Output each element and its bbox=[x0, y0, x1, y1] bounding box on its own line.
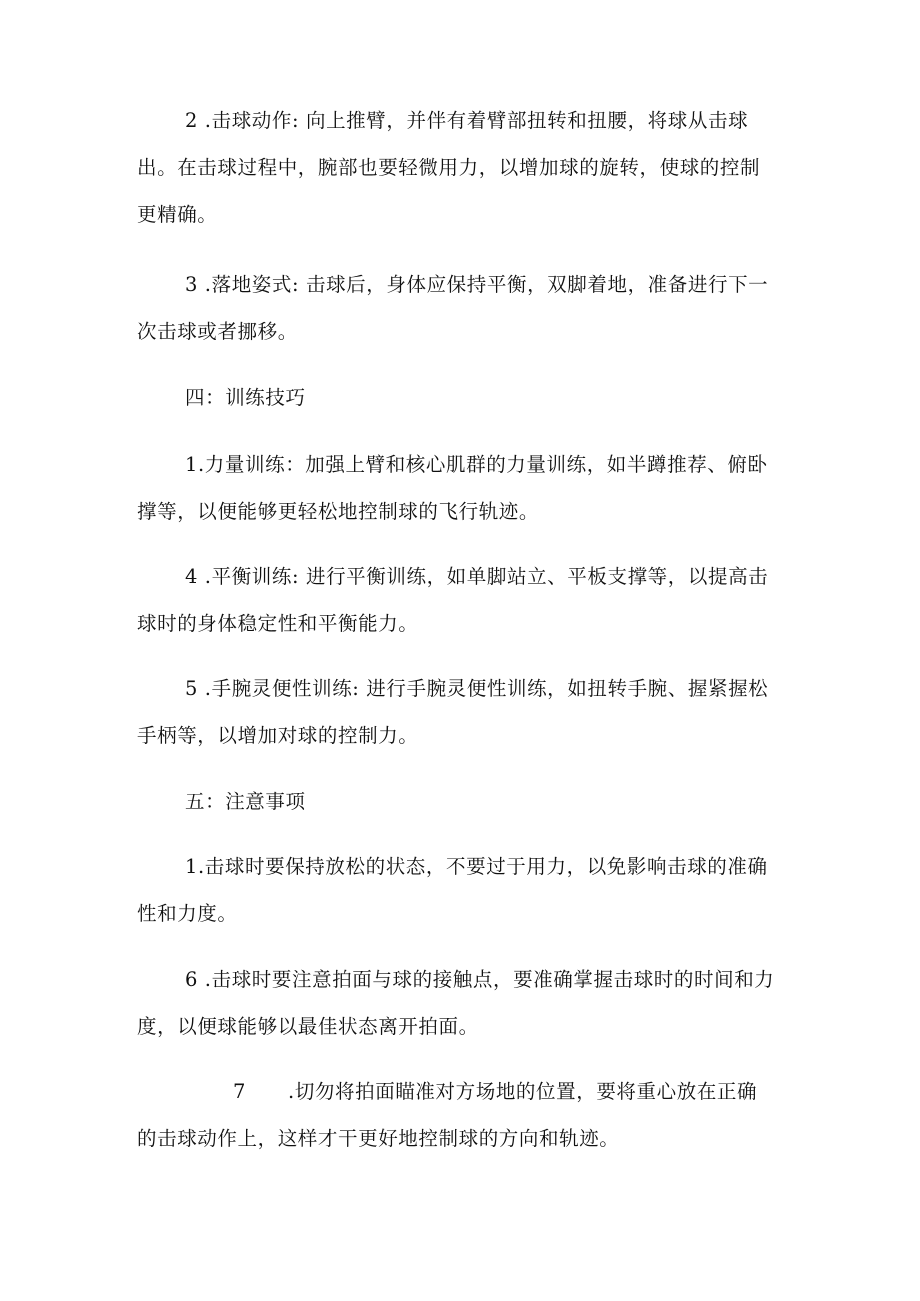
paragraph-wrist-flexibility: 5 .手腕灵便性训练: 进行手腕灵便性训练，如扭转手腕、握紧握松手柄等，以增加对球的控制力。 bbox=[137, 677, 769, 747]
paragraph-body: .切勿将拍面瞄准对方场地的位置，要将重心放在正确的击球动作上，这样才干更好地控制球的方向和轨迹。 bbox=[137, 1080, 758, 1150]
item-number: 7 bbox=[233, 1080, 247, 1103]
paragraph-contact-point: 6 .击球时要注意拍面与球的接触点，要准确掌握击球时的时间和力度，以便球能够以最佳状态离开拍面。 bbox=[137, 968, 775, 1038]
paragraph-center-of-gravity bbox=[137, 1068, 777, 1162]
section-heading-precautions: 五：注意事项 bbox=[185, 790, 306, 813]
paragraph-balance-training: 4 .平衡训练: 进行平衡训练，如单脚站立、平板支撑等，以提高击球时的身体稳定性和平衡能力。 bbox=[137, 565, 769, 635]
paragraph-hitting-action: 2 .击球动作: 向上推臂，并伴有着臂部扭转和扭腰，将球从击球出。在击球过程中，腕部也要轻微用力，以增加球的旋转，使球的控制更精确。 bbox=[137, 109, 761, 226]
paragraph-strength-training: 1.力量训练：加强上臂和核心肌群的力量训练，如半蹲推荐、俯卧撑等，以便能够更轻松地控制球的飞行轨迹。 bbox=[137, 453, 768, 523]
section-heading-training-tips: 四：训练技巧 bbox=[185, 386, 306, 409]
paragraph-stay-relaxed: 1.击球时要保持放松的状态，不要过于用力，以免影响击球的准确性和力度。 bbox=[137, 855, 768, 925]
paragraph-landing-posture: 3 .落地姿式: 击球后，身体应保持平衡，双脚着地，准备进行下一次击球或者挪移。 bbox=[137, 273, 769, 343]
